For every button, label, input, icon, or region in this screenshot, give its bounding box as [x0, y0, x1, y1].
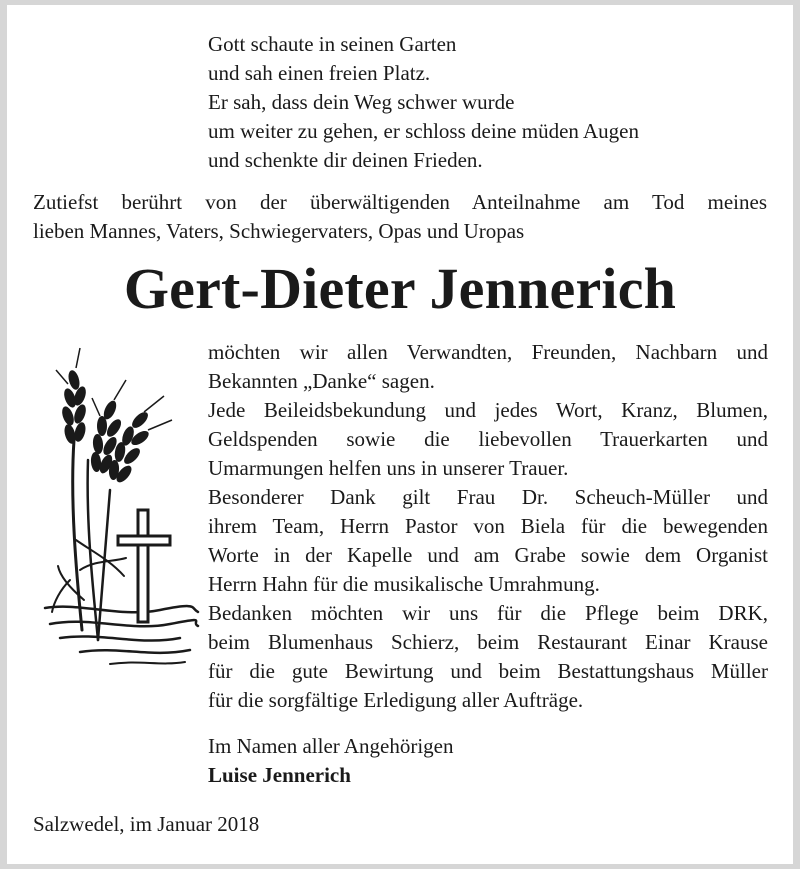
text-line: Worte in der Kapelle und am Grabe sowie dem Organist: [208, 543, 768, 567]
signature-line: Im Namen aller Angehörigen: [208, 734, 454, 758]
text-line: Bekannten „Danke“ sagen.: [208, 369, 435, 393]
text-line: für die sorgfältige Erledigung aller Aufträge.: [208, 688, 584, 712]
wheat-and-cross-icon: [40, 340, 200, 670]
poem-line: Gott schaute in seinen Garten: [208, 32, 457, 56]
paragraph: [208, 338, 768, 396]
intro-line: lieben Mannes, Vaters, Schwiegervaters, Opas und Uropas: [33, 219, 525, 243]
deceased-name: Gert-Dieter Jennerich: [123, 256, 677, 321]
poem-line: um weiter zu gehen, er schloss deine müden Augen: [208, 119, 639, 143]
poem-line: Er sah, dass dein Weg schwer wurde: [208, 90, 515, 114]
thanks-text: [208, 338, 768, 715]
text-line: beim Blumenhaus Schierz, beim Restaurant Einar Krause: [208, 630, 768, 654]
paragraph: [208, 599, 768, 715]
text-line: Jede Beileidsbekundung und jedes Wort, Kranz, Blumen,: [208, 398, 768, 422]
paragraph: [208, 396, 768, 483]
text-line: ihrem Team, Herrn Pastor von Biela für die bewegenden: [208, 514, 768, 538]
place-date: Salzwedel, im Januar 2018: [33, 812, 260, 836]
text-line: Umarmungen helfen uns in unserer Trauer.: [208, 456, 569, 480]
text-line: Bedanken möchten wir uns für die Pflege beim DRK,: [208, 601, 768, 625]
poem-line: und schenkte dir deinen Frieden.: [208, 148, 483, 172]
text-line: für die gute Bewirtung und beim Bestattungshaus Müller: [208, 659, 768, 683]
poem-line: und sah einen freien Platz.: [208, 61, 431, 85]
signature: [208, 732, 454, 790]
intro-text: [33, 188, 767, 246]
intro-line: Zutiefst berührt von der überwältigenden Anteilnahme am Tod meines: [33, 190, 767, 214]
text-line: Herrn Hahn für die musikalische Umrahmung.: [208, 572, 600, 596]
text-line: Geldspenden sowie die liebevollen Trauerkarten und: [208, 427, 768, 451]
poem: [208, 30, 639, 175]
text-line: möchten wir allen Verwandten, Freunden, Nachbarn und: [208, 340, 768, 364]
paragraph: [208, 483, 768, 599]
signature-name: Luise Jennerich: [208, 763, 351, 787]
text-line: Besonderer Dank gilt Frau Dr. Scheuch-Müller und: [208, 485, 768, 509]
